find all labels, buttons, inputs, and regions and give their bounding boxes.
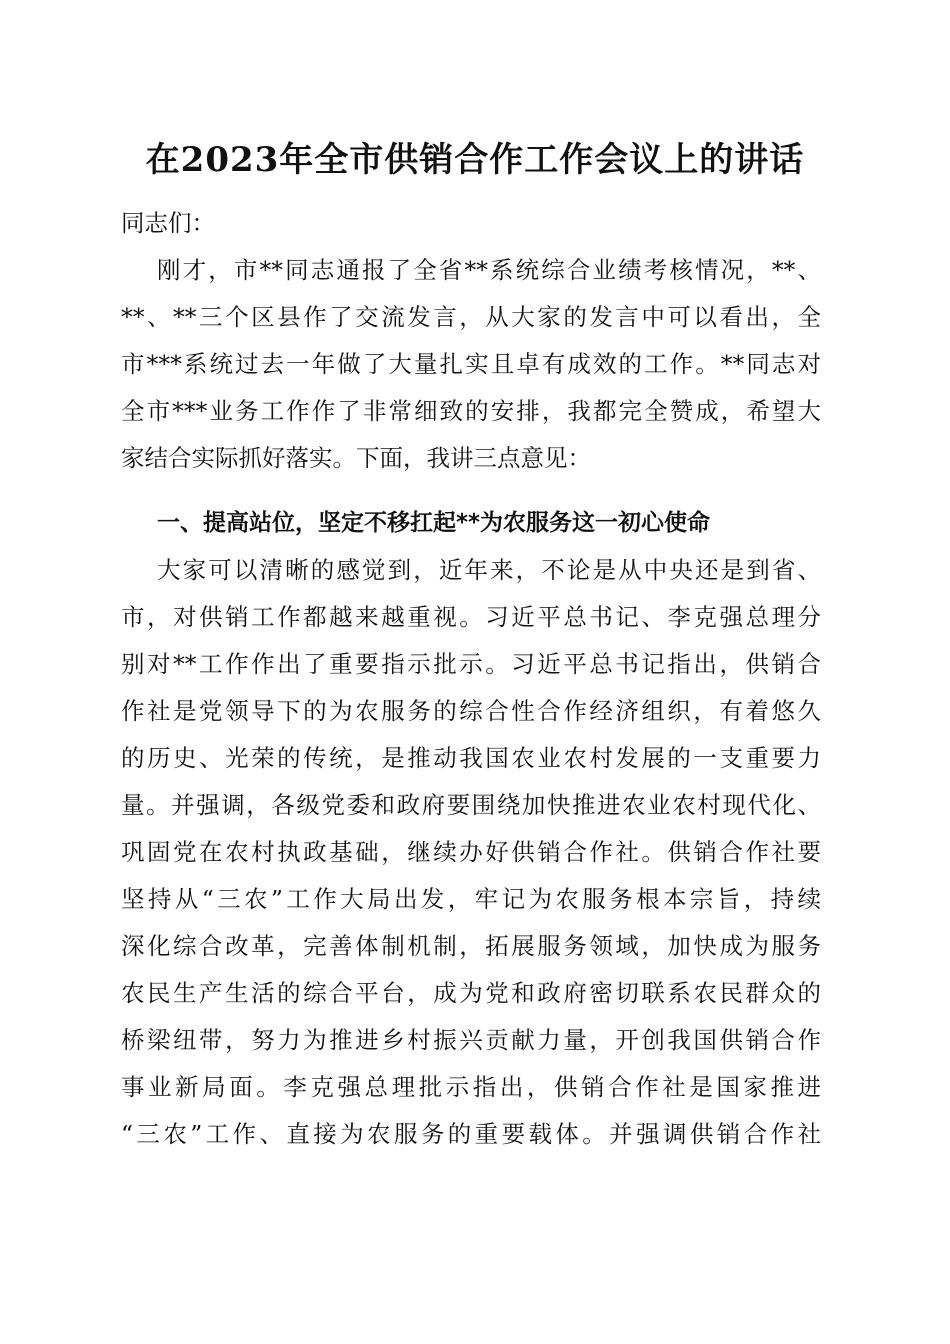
paragraph-2-line: 事业新局面。李克强总理批示指出，供销合作社是国家推进 xyxy=(121,1073,821,1101)
paragraph-2-line: 桥梁纽带，努力为推进乡村振兴贡献力量，开创我国供销合作 xyxy=(121,1026,821,1054)
paragraph-1-line: 全市***业务工作作了非常细致的安排，我都完全赞成，希望大 xyxy=(121,397,821,425)
paragraph-1-line: **、**三个区县作了交流发言，从大家的发言中可以看出，全 xyxy=(121,303,821,331)
paragraph-2-line: 坚持从“三农”工作大局出发，牢记为农服务根本宗旨，持续 xyxy=(121,885,821,913)
paragraph-2-line: 的历史、光荣的传统，是推动我国农业农村发展的一支重要力 xyxy=(121,744,821,772)
paragraph-2-line: 巩固党在农村执政基础，继续办好供销合作社。供销合作社要 xyxy=(121,838,821,866)
paragraph-2-line: 深化综合改革，完善体制机制，拓展服务领域，加快成为服务 xyxy=(121,932,821,960)
section-heading-1: 一、提高站位，坚定不移扛起**为农服务这一初心使命 xyxy=(157,510,711,536)
paragraph-1-line: 家结合实际抓好落实。下面，我讲三点意见： xyxy=(121,444,591,472)
paragraph-2-line: “三农”工作、直接为农服务的重要载体。并强调供销合作社 xyxy=(121,1120,821,1148)
paragraph-2-line: 大家可以清晰的感觉到，近年来，不论是从中央还是到省、 xyxy=(157,556,821,584)
paragraph-2-line: 农民生产生活的综合平台，成为党和政府密切联系农民群众的 xyxy=(121,979,821,1007)
paragraph-2-line: 量。并强调，各级党委和政府要围绕加快推进农业农村现代化、 xyxy=(121,791,821,819)
paragraph-2-line: 市，对供销工作都越来越重视。习近平总书记、李克强总理分 xyxy=(121,603,821,631)
paragraph-1-line: 市***系统过去一年做了大量扎实且卓有成效的工作。**同志对 xyxy=(121,350,821,378)
paragraph-1-line: 刚才，市**同志通报了全省**系统综合业绩考核情况，**、 xyxy=(157,256,821,284)
paragraph-2-line: 别对**工作作出了重要指示批示。习近平总书记指出，供销合 xyxy=(121,650,821,678)
document-title: 在2023年全市供销合作工作会议上的讲话 xyxy=(145,140,805,180)
paragraph-2-line: 作社是党领导下的为农服务的综合性合作经济组织，有着悠久 xyxy=(121,697,821,725)
salutation: 同志们： xyxy=(121,209,215,237)
